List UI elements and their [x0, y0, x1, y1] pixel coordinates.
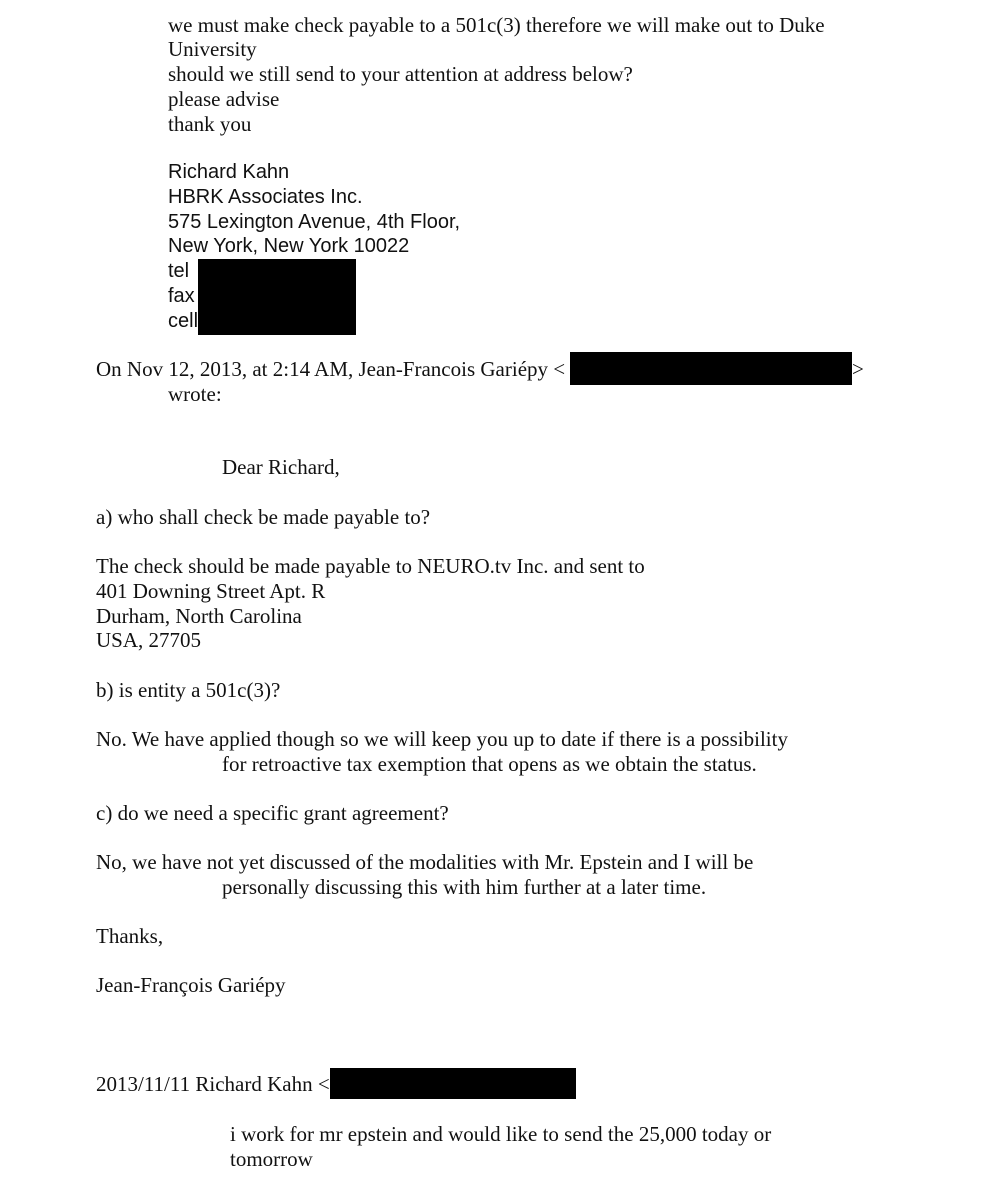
- reply-line: please advise: [168, 87, 280, 111]
- quote-header-line: wrote:: [168, 382, 222, 406]
- salutation: Dear Richard,: [222, 455, 340, 479]
- original-header: 2013/11/11 Richard Kahn <: [96, 1072, 330, 1096]
- answer-a-line: Durham, North Carolina: [96, 604, 302, 628]
- signature-address-line: 575 Lexington Avenue, 4th Floor,: [168, 211, 461, 233]
- reply-line: we must make check payable to a 501c(3) therefore we will make out to Duke: [168, 13, 825, 37]
- answer-b-line: for retroactive tax exemption that opens as we obtain the status.: [222, 752, 757, 776]
- signature-company: HBRK Associates Inc.: [168, 186, 363, 208]
- answer-b-line: No. We have applied though so we will keep you up to date if there is a possibility: [96, 727, 788, 751]
- closing-thanks: Thanks,: [96, 924, 164, 948]
- signature-address-line: New York, New York 10022: [168, 235, 410, 257]
- signature-tel-label: tel: [168, 260, 190, 282]
- reply-line: should we still send to your attention at address below?: [168, 62, 633, 86]
- reply-line: thank you: [168, 112, 252, 136]
- closing-signoff: Jean-François Gariépy: [96, 973, 286, 997]
- redaction-box: [570, 352, 852, 385]
- original-line: i work for mr epstein and would like to send the 25,000 today or: [230, 1122, 772, 1146]
- question-a: a) who shall check be made payable to?: [96, 505, 431, 529]
- answer-c-line: personally discussing this with him further at a later time.: [222, 875, 707, 899]
- original-line: tomorrow: [230, 1147, 313, 1171]
- answer-a-line: USA, 27705: [96, 628, 202, 652]
- reply-line: University: [168, 37, 257, 61]
- signature-fax-label: fax: [168, 285, 195, 307]
- answer-a-line: The check should be made payable to NEURO.tv Inc. and sent to: [96, 554, 645, 578]
- redaction-box: [198, 259, 356, 335]
- question-c: c) do we need a specific grant agreement?: [96, 801, 449, 825]
- quote-header-line: On Nov 12, 2013, at 2:14 AM, Jean-Francois Gariépy <: [96, 357, 566, 381]
- question-b: b) is entity a 501c(3)?: [96, 678, 281, 702]
- answer-a-line: 401 Downing Street Apt. R: [96, 579, 326, 603]
- signature-name: Richard Kahn: [168, 161, 290, 183]
- quote-header-close: >: [852, 357, 864, 381]
- redaction-box: [330, 1068, 576, 1099]
- signature-cell-label: cell: [168, 310, 199, 332]
- answer-c-line: No, we have not yet discussed of the modalities with Mr. Epstein and I will be: [96, 850, 754, 874]
